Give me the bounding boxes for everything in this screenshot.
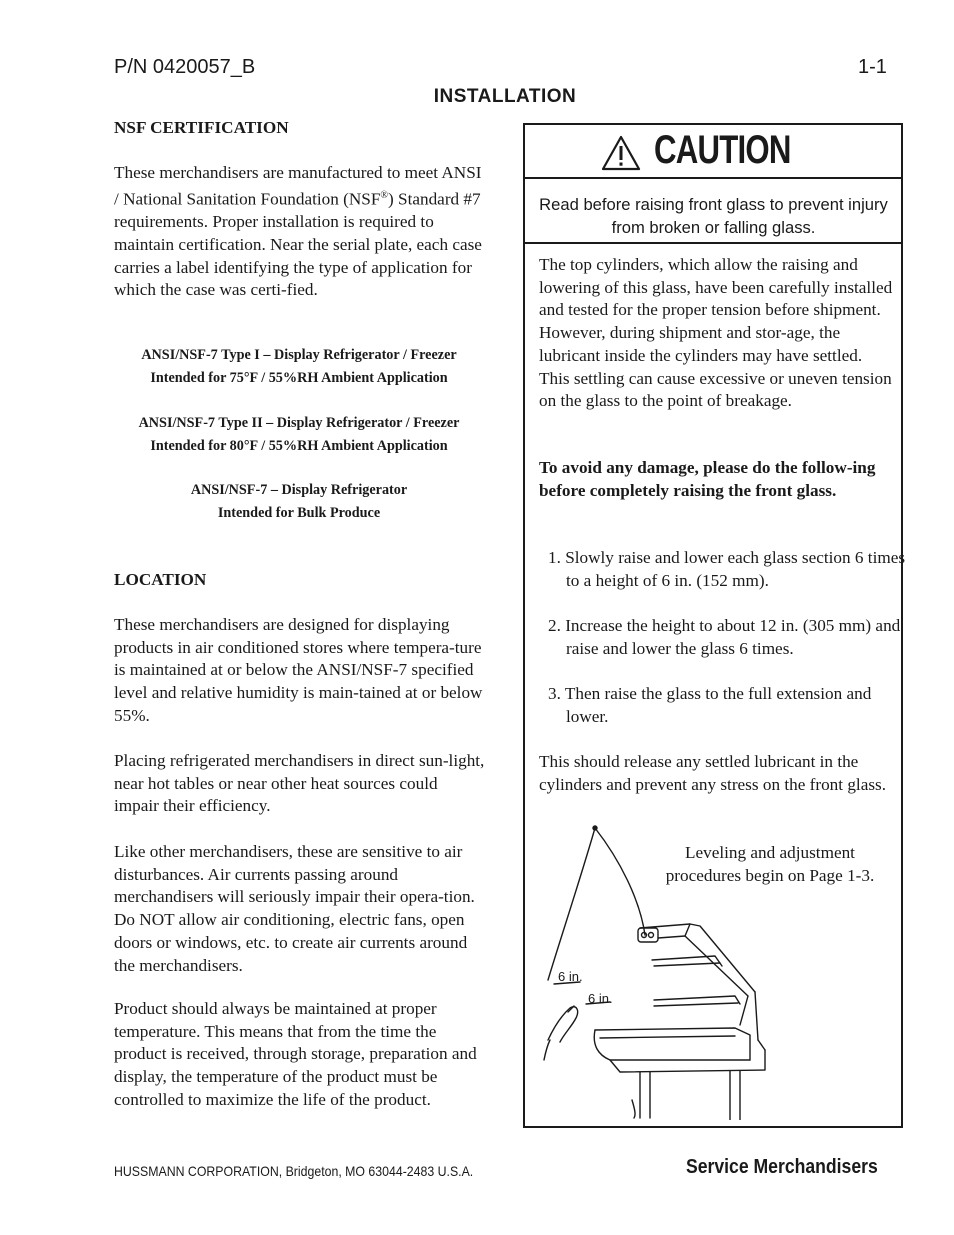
location-paragraph-1: These merchandisers are designed for displaying products in air conditioned stores where tempera-ture is maintained at or below the ANSI/NSF-7 specified level and relative humidity is main-tained at or below 55%.: [114, 615, 483, 725]
footer-company: HUSSMANN CORPORATION, Bridgeton, MO 63044-2483 U.S.A.: [114, 1163, 474, 1179]
dimension-label-2: 6 in.: [588, 991, 613, 1006]
part-number: P/N 0420057_B: [114, 56, 256, 78]
location-paragraph-2: Placing refrigerated merchandisers in direct sun-light, near hot tables or near other heat sources could impair their efficiency.: [114, 751, 485, 816]
nsf-type-2: ANSI/NSF-7 Type II – Display Refrigerator / Freezer Intended for 80°F / 55%RH Ambient Application: [138, 415, 460, 454]
nsf-paragraph: These merchandisers are manufactured to meet ANSI / National Sanitation Foundation (NSF®) Standard #7 requirements. Proper installation is required to maintain certification. Near the serial plate, each case carries a label identifying the type of application for which the case was certi-fied.: [114, 163, 482, 300]
caution-step-3: 3. Then raise the glass to the full extension and lower.: [548, 684, 872, 726]
nsf-type-3: ANSI/NSF-7 – Display Refrigerator Intended for Bulk Produce: [190, 482, 408, 521]
footer-series: Service Merchandisers: [686, 1156, 878, 1178]
warning-triangle-icon: [601, 135, 641, 171]
page-number: 1-1: [858, 56, 887, 78]
caution-step-1: 1. Slowly raise and lower each glass section 6 times to a height of 6 in. (152 mm).: [548, 548, 906, 590]
nsf-heading: NSF CERTIFICATION: [114, 118, 289, 137]
section-title: INSTALLATION: [433, 86, 577, 107]
location-heading: LOCATION: [114, 570, 207, 589]
caution-warning: To avoid any damage, please do the follow-ing before completely raising the front glass.: [539, 458, 876, 500]
caution-closing: This should release any settled lubricant in the cylinders and prevent any stress on the front glass.: [539, 752, 887, 794]
caution-intro: The top cylinders, which allow the raising and lowering of this glass, have been carefully installed and tested for the proper tension before shipment. However, during shipment and stor-age, the lubricant inside the cylinders may have settled. This settling can cause excessive or uneven tension on the glass to the point of breakage.: [539, 255, 893, 411]
caution-step-2: 2. Increase the height to about 12 in. (305 mm) and raise and lower the glass 6 times.: [548, 616, 901, 658]
location-paragraph-3: Like other merchandisers, these are sensitive to air disturbances. Air currents passing around merchandisers will seriously impair their opera-tion. Do NOT allow air conditioning, electric fans, open doors or windows, etc. to create air currents around the merchandisers.: [114, 842, 475, 975]
caution-subtitle: Read before raising front glass to prevent injury from broken or falling glass.: [525, 181, 902, 244]
caution-title: CAUTION: [654, 128, 791, 172]
dimension-label-1: 6 in.: [558, 969, 583, 984]
location-paragraph-4: Product should always be maintained at proper temperature. This means that from the time the product is received, through storage, preparation and display, the temperature of the product must be controlled to maximize the life of the product.: [114, 999, 477, 1109]
nsf-type-1: ANSI/NSF-7 Type I – Display Refrigerator / Freezer Intended for 75°F / 55%RH Ambient Application: [141, 347, 457, 386]
leveling-note: Leveling and adjustment procedures begin on Page 1-3.: [665, 843, 875, 885]
